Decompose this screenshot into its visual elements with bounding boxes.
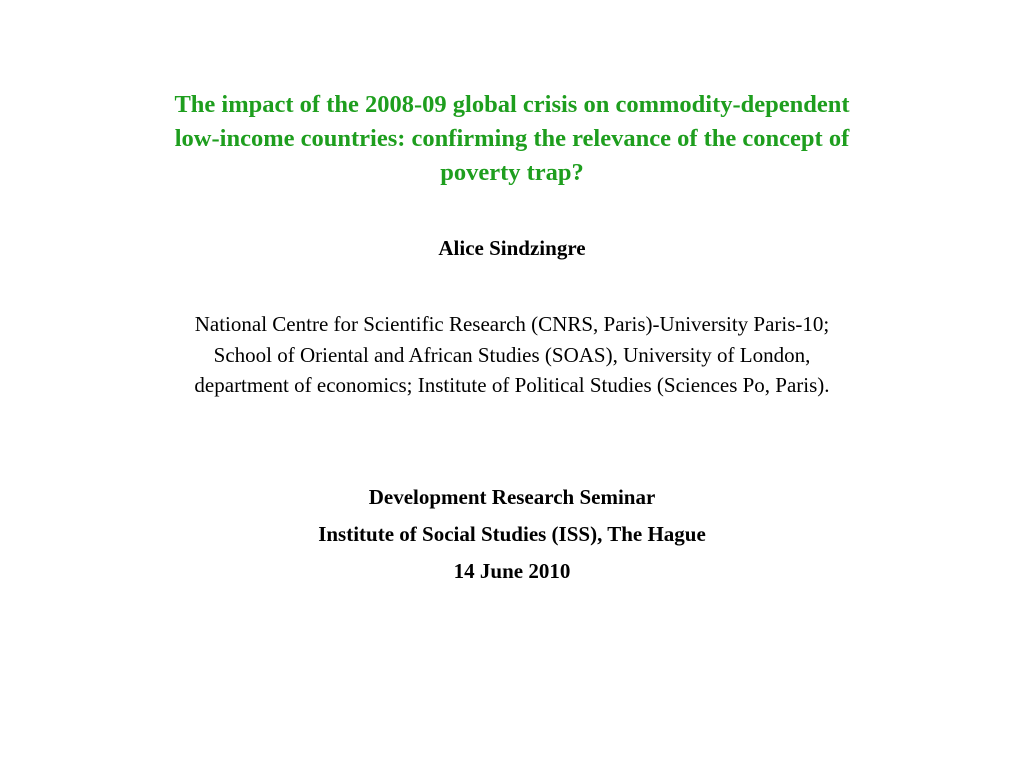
seminar-institute: Institute of Social Studies (ISS), The Hague xyxy=(318,522,706,546)
event-details xyxy=(0,479,1024,590)
title-line-2: low-income countries: confirming the relevance of the concept of xyxy=(174,125,850,152)
title-line-1: The impact of the 2008-09 global crisis on commodity-dependent xyxy=(174,91,850,118)
seminar-name: Development Research Seminar xyxy=(368,485,656,509)
slide-title xyxy=(80,88,944,190)
title-line-3: poverty trap? xyxy=(440,159,584,186)
affiliation-line-2: School of Oriental and African Studies (SOAS), University of London, xyxy=(213,342,811,367)
affiliation-line-3: department of economics; Institute of Political Studies (Sciences Po, Paris). xyxy=(194,373,830,397)
author-affiliation xyxy=(60,309,964,401)
author-name: Alice Sindzingre xyxy=(438,236,586,260)
seminar-date: 14 June 2010 xyxy=(453,559,571,583)
affiliation-line-1: National Centre for Scientific Research (CNRS, Paris)-University Paris-10; xyxy=(194,312,830,336)
